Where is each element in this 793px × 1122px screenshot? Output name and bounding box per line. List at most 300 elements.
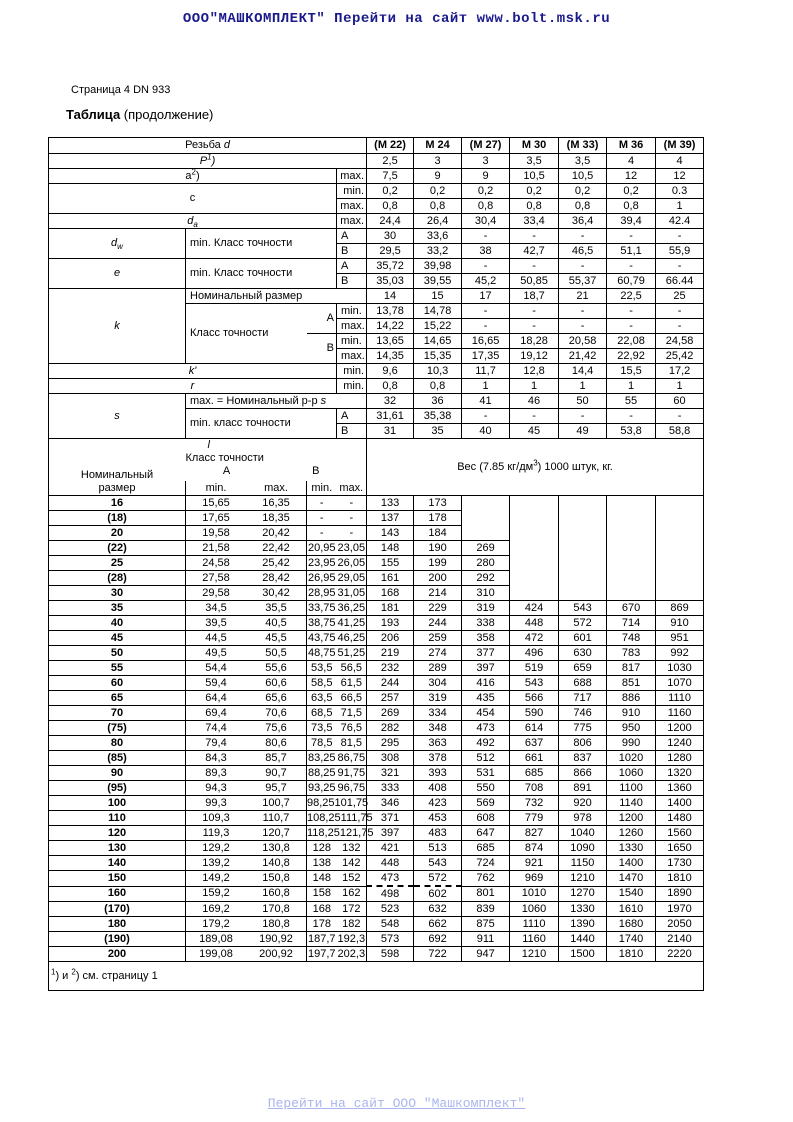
weight-cell: 496 — [510, 646, 559, 661]
length-row — [49, 766, 704, 781]
value-cell: 24,58 — [656, 334, 704, 349]
value-cell: 1 — [607, 379, 656, 394]
weight-cell — [656, 571, 704, 586]
weight-cell: 421 — [367, 841, 414, 856]
nominal-length: 80 — [49, 736, 186, 751]
param-label: c — [49, 184, 337, 214]
weight-cell: 2050 — [656, 917, 704, 932]
value-cell: 0,8 — [367, 199, 414, 214]
weight-cell: 990 — [607, 736, 656, 751]
value-cell: 40 — [462, 424, 510, 439]
length-row — [49, 571, 704, 586]
value-cell: 36 — [414, 394, 462, 409]
weight-cell: 348 — [414, 721, 462, 736]
value-cell: - — [510, 229, 559, 244]
weight-cell: 839 — [462, 902, 510, 917]
weight-cell: 416 — [462, 676, 510, 691]
value-cell: 10,3 — [414, 364, 462, 379]
min-label: min. — [337, 379, 367, 394]
length-B-cell: 53,5 56,5 — [307, 661, 367, 676]
bottom-site-link[interactable]: Перейти на сайт ООО "Машкомплект" — [267, 1096, 526, 1111]
length-B-cell: 58,5 61,5 — [307, 676, 367, 691]
value-cell: 0,8 — [607, 199, 656, 214]
value-cell: 17 — [462, 289, 510, 304]
length-B-cell: 118,25 121,75 — [307, 826, 374, 839]
weight-cell: 685 — [510, 766, 559, 781]
weight-cell: 1810 — [656, 871, 704, 887]
value-cell: 15 — [414, 289, 462, 304]
nominal-length: (28) — [49, 571, 186, 586]
nominal-length: 140 — [49, 856, 186, 871]
value-cell: 35,38 — [414, 409, 462, 424]
weight-cell: 1270 — [559, 886, 607, 902]
weight-cell: 448 — [510, 616, 559, 631]
value-cell: 24,4 — [367, 214, 414, 229]
class-label: Класс точности — [186, 304, 307, 364]
weight-cell: 1010 — [510, 886, 559, 902]
weight-cell: 178 — [414, 511, 462, 526]
size-header: M 36 — [607, 138, 656, 154]
value-cell: - — [462, 304, 510, 319]
weight-cell: 806 — [559, 736, 607, 751]
weight-cell: 837 — [559, 751, 607, 766]
nominal-length: (95) — [49, 781, 186, 796]
param-label: $d_a$ — [49, 214, 337, 229]
weight-cell — [559, 571, 607, 586]
weight-cell: 274 — [414, 646, 462, 661]
length-AB-cell: 29,58 30,42 — [186, 586, 307, 601]
weight-cell: 550 — [462, 781, 510, 796]
weight-cell — [656, 511, 704, 526]
weight-cell: 630 — [559, 646, 607, 661]
row-a — [49, 169, 704, 184]
weight-cell: 779 — [510, 811, 559, 826]
weight-cell — [656, 541, 704, 556]
weight-cell: 173 — [414, 496, 462, 511]
min-label: min. — [337, 304, 367, 319]
value-cell: 16,65 — [462, 334, 510, 349]
weight-cell: 229 — [414, 601, 462, 616]
param-label: e — [49, 259, 186, 289]
table-caption — [66, 107, 213, 122]
length-B-cell: 20,95 23,05 — [308, 541, 366, 554]
weight-cell: 232 — [367, 661, 414, 676]
value-cell: 9 — [414, 169, 462, 184]
value-cell: - — [656, 229, 704, 244]
length-AB-cell: 59,4 60,6 — [186, 676, 307, 691]
weight-cell: 573 — [367, 932, 414, 947]
nominal-length: 100 — [49, 796, 186, 811]
weight-cell: 891 — [559, 781, 607, 796]
weight-cell: 569 — [462, 796, 510, 811]
weight-cell: 338 — [462, 616, 510, 631]
weight-cell: 155 — [367, 556, 414, 571]
weight-cell: 566 — [510, 691, 559, 706]
nominal-length: (170) — [49, 902, 186, 917]
value-cell: - — [462, 259, 510, 274]
weight-cell: 448 — [367, 856, 414, 871]
weight-cell: 875 — [462, 917, 510, 932]
weight-cell: 513 — [414, 841, 462, 856]
thread-label: Резьба — [185, 139, 221, 151]
weight-cell: 1060 — [607, 766, 656, 781]
weight-cell: 295 — [367, 736, 414, 751]
value-cell: 3,5 — [559, 154, 607, 169]
weight-cell: 601 — [559, 631, 607, 646]
value-cell: - — [559, 229, 607, 244]
length-row — [49, 736, 704, 751]
weight-cell: 1740 — [607, 932, 656, 947]
weight-cell: 1500 — [559, 947, 607, 962]
weight-cell: 519 — [510, 661, 559, 676]
weight-cell — [510, 541, 559, 556]
weight-cell: 827 — [510, 826, 559, 841]
value-cell: 42.4 — [656, 214, 704, 229]
value-cell: 3 — [462, 154, 510, 169]
weight-cell: 531 — [462, 766, 510, 781]
length-B-cell: 83,25 86,75 — [308, 751, 366, 764]
weight-cell: 193 — [367, 616, 414, 631]
length-B-cell: 28,95 31,05 — [308, 586, 366, 599]
row-c-min — [49, 184, 704, 199]
weight-cell: 1810 — [607, 947, 656, 962]
length-row — [49, 601, 704, 616]
length-B-cell: 78,5 81,5 — [307, 736, 367, 751]
value-cell: - — [656, 304, 704, 319]
length-AB-cell: 79,4 80,6 — [186, 736, 307, 751]
length-B-cell: - - — [307, 511, 367, 526]
weight-cell — [510, 571, 559, 586]
length-row — [49, 511, 704, 526]
weight-cell: 947 — [462, 947, 510, 962]
nominal-length: 50 — [49, 646, 186, 661]
value-cell: 0,8 — [559, 199, 607, 214]
weight-cell: 1110 — [656, 691, 704, 706]
page-label: Страница 4 DN 933 — [71, 84, 171, 96]
value-cell: 32 — [367, 394, 414, 409]
length-B-cell: 128 132 — [307, 841, 367, 856]
value-cell: - — [510, 304, 559, 319]
weight-cell: 168 — [367, 586, 414, 601]
size-header: (M 33) — [559, 138, 607, 154]
nominal-length: 110 — [49, 811, 186, 826]
weight-cell: 181 — [367, 601, 414, 616]
length-B-cell: 148 152 — [307, 871, 367, 887]
length-B-cell: 38,75 41,25 — [308, 616, 366, 629]
row-da — [49, 214, 704, 229]
value-cell: 11,7 — [462, 364, 510, 379]
weight-cell: 244 — [367, 676, 414, 691]
class-A-label: A — [307, 304, 337, 334]
param-label: r — [49, 379, 337, 394]
weight-cell — [510, 496, 559, 511]
value-cell: - — [559, 259, 607, 274]
value-cell: 55,37 — [559, 274, 607, 289]
l-class-header: l Класс точности A B — [186, 439, 367, 482]
min-label: min. — [337, 184, 367, 199]
value-cell: 21 — [559, 289, 607, 304]
value-cell: 0,2 — [414, 184, 462, 199]
size-header: M 24 — [414, 138, 462, 154]
nominal-length: (85) — [49, 751, 186, 766]
weight-cell: 874 — [510, 841, 559, 856]
weight-cell: 190 — [414, 541, 462, 556]
value-cell: 33,6 — [414, 229, 462, 244]
length-AB-cell: 17,65 18,35 — [186, 511, 307, 526]
value-cell: 3,5 — [510, 154, 559, 169]
class-B-label: B — [337, 244, 367, 259]
weight-cell: 1330 — [607, 841, 656, 856]
length-AB-cell: 119,3 120,7 — [186, 826, 307, 841]
footnote-row — [49, 962, 704, 991]
nominal-length: 200 — [49, 947, 186, 962]
length-row — [49, 826, 704, 841]
weight-cell — [510, 586, 559, 601]
minmax-subheader: min. max. — [186, 481, 307, 496]
length-AB-cell: 109,3 110,7 — [186, 811, 307, 826]
weight-cell: 1320 — [656, 766, 704, 781]
length-B-cell: - - — [307, 526, 367, 541]
weight-cell: 472 — [510, 631, 559, 646]
weight-cell — [510, 511, 559, 526]
nominal-length: 55 — [49, 661, 186, 676]
value-cell: 39,4 — [607, 214, 656, 229]
value-cell: 26,4 — [414, 214, 462, 229]
weight-cell: 492 — [462, 736, 510, 751]
weight-cell: 321 — [367, 766, 414, 781]
weight-cell: 746 — [559, 706, 607, 721]
value-cell: 9 — [462, 169, 510, 184]
weight-cell: 783 — [607, 646, 656, 661]
value-cell: - — [510, 409, 559, 424]
length-row — [49, 526, 704, 541]
weight-cell: 661 — [510, 751, 559, 766]
weight-cell: 133 — [367, 496, 414, 511]
weight-cell — [510, 526, 559, 541]
value-cell: 0,8 — [367, 379, 414, 394]
weight-cell: 280 — [462, 556, 510, 571]
class-label: min. Класс точности — [186, 259, 337, 289]
nominal-length: 45 — [49, 631, 186, 646]
row-dw-A — [49, 229, 704, 244]
length-B-cell: 98,25 101,75 — [307, 796, 369, 809]
value-cell: - — [607, 319, 656, 334]
value-cell: 1 — [656, 379, 704, 394]
weight-cell: 214 — [414, 586, 462, 601]
weight-cell: 1150 — [559, 856, 607, 871]
weight-cell: 688 — [559, 676, 607, 691]
weight-cell: 662 — [414, 917, 462, 932]
param-label: k — [49, 289, 186, 364]
value-cell: 10,5 — [510, 169, 559, 184]
weight-cell: 1400 — [656, 796, 704, 811]
site-banner-link[interactable]: ООО"МАШКОМПЛЕКТ" Перейти на сайт www.bolt.msk.ru — [182, 11, 611, 27]
value-cell: 50,85 — [510, 274, 559, 289]
weight-cell: 911 — [462, 932, 510, 947]
weight-cell — [656, 496, 704, 511]
length-AB-cell: 24,58 25,42 — [186, 556, 307, 571]
weight-cell: 269 — [462, 541, 510, 556]
weight-cell: 590 — [510, 706, 559, 721]
length-row — [49, 751, 704, 766]
weight-cell: 614 — [510, 721, 559, 736]
weight-cell — [559, 541, 607, 556]
weight-cell — [559, 511, 607, 526]
weight-cell: 453 — [414, 811, 462, 826]
value-cell: 35 — [414, 424, 462, 439]
value-cell: - — [510, 319, 559, 334]
value-cell: 20,58 — [559, 334, 607, 349]
weight-cell: 2140 — [656, 932, 704, 947]
length-B-cell: 187,7 192,3 — [308, 932, 366, 945]
value-cell: - — [510, 259, 559, 274]
weight-cell: 851 — [607, 676, 656, 691]
s-class-label: min. класс точности — [186, 409, 337, 439]
weight-cell: 1060 — [510, 902, 559, 917]
length-row — [49, 661, 704, 676]
class-B-label: B — [337, 274, 367, 289]
weight-cell: 143 — [367, 526, 414, 541]
weight-cell: 397 — [367, 826, 414, 841]
weight-cell: 602 — [414, 886, 462, 902]
size-header: (M 27) — [462, 138, 510, 154]
weight-cell: 866 — [559, 766, 607, 781]
length-row — [49, 841, 704, 856]
value-cell: 18,7 — [510, 289, 559, 304]
value-cell: 1 — [510, 379, 559, 394]
weight-cell: 1110 — [510, 917, 559, 932]
weight-cell: 775 — [559, 721, 607, 736]
weight-cell: 269 — [367, 706, 414, 721]
value-cell: 35,03 — [367, 274, 414, 289]
length-AB-cell: 189,08 190,92 — [186, 932, 307, 947]
value-cell: 17,35 — [462, 349, 510, 364]
weight-cell — [462, 526, 510, 541]
weight-cell — [607, 511, 656, 526]
length-AB-cell: 179,2 180,8 — [186, 917, 307, 932]
length-B-cell: 73,5 76,5 — [307, 721, 367, 736]
length-AB-cell: 34,5 35,5 — [186, 601, 307, 616]
weight-cell: 572 — [414, 871, 462, 887]
weight-cell: 647 — [462, 826, 510, 841]
value-cell: - — [462, 319, 510, 334]
value-cell: 14,4 — [559, 364, 607, 379]
row-P — [49, 154, 704, 169]
value-cell: 51,1 — [607, 244, 656, 259]
weight-cell: 1200 — [656, 721, 704, 736]
value-cell: - — [559, 409, 607, 424]
length-header-row — [49, 439, 704, 482]
value-cell: 60,79 — [607, 274, 656, 289]
weight-cell: 801 — [462, 886, 510, 902]
value-cell: 25 — [656, 289, 704, 304]
weight-cell: 473 — [462, 721, 510, 736]
length-row — [49, 691, 704, 706]
weight-cell: 632 — [414, 902, 462, 917]
nominal-header: Номинальный размер — [49, 439, 186, 496]
weight-cell: 572 — [559, 616, 607, 631]
weight-cell: 1040 — [559, 826, 607, 841]
weight-cell: 670 — [607, 601, 656, 616]
value-cell: 39,98 — [414, 259, 462, 274]
nominal-length: 160 — [49, 886, 186, 902]
row-kprime — [49, 364, 704, 379]
nominal-length: 40 — [49, 616, 186, 631]
weight-cell: 1390 — [559, 917, 607, 932]
nominal-length: 90 — [49, 766, 186, 781]
weight-cell: 435 — [462, 691, 510, 706]
value-cell: 21,42 — [559, 349, 607, 364]
length-AB-cell: 69,4 70,6 — [186, 706, 307, 721]
weight-cell: 1020 — [607, 751, 656, 766]
weight-cell — [559, 586, 607, 601]
caption-bold: Таблица — [66, 107, 121, 122]
length-B-cell: 197,7 202,3 — [308, 947, 366, 960]
length-B-cell: 68,5 71,5 — [307, 706, 367, 721]
weight-cell: 393 — [414, 766, 462, 781]
min-label: min. — [337, 364, 367, 379]
weight-cell: 1730 — [656, 856, 704, 871]
header-row — [49, 138, 704, 154]
length-AB-cell: 199,08 200,92 — [186, 947, 307, 962]
nominal-length: 130 — [49, 841, 186, 856]
weight-cell: 886 — [607, 691, 656, 706]
nominal-length: 65 — [49, 691, 186, 706]
length-AB-cell: 129,2 130,8 — [186, 841, 307, 856]
row-k-nom — [49, 289, 704, 304]
s-max-label: max. = Номинальный р-р s — [186, 394, 367, 409]
nominal-length: (190) — [49, 932, 186, 947]
weight-cell: 920 — [559, 796, 607, 811]
length-row — [49, 856, 704, 871]
nominal-length: 180 — [49, 917, 186, 932]
value-cell: 29,5 — [367, 244, 414, 259]
length-row — [49, 721, 704, 736]
weight-cell: 1400 — [607, 856, 656, 871]
value-cell: 60 — [656, 394, 704, 409]
weight-cell: 1330 — [559, 902, 607, 917]
weight-cell: 1610 — [607, 902, 656, 917]
nominal-length: 60 — [49, 676, 186, 691]
weight-cell: 424 — [510, 601, 559, 616]
weight-cell: 692 — [414, 932, 462, 947]
weight-cell: 483 — [414, 826, 462, 841]
weight-cell — [607, 586, 656, 601]
value-cell: - — [607, 229, 656, 244]
weight-cell: 659 — [559, 661, 607, 676]
value-cell: 15,5 — [607, 364, 656, 379]
param-label: $a^2$) — [49, 169, 337, 184]
value-cell: 14,35 — [367, 349, 414, 364]
param-label: s — [49, 394, 186, 439]
row-e-A — [49, 259, 704, 274]
length-B-cell: 48,75 51,25 — [308, 646, 366, 659]
length-row — [49, 631, 704, 646]
value-cell: 36,4 — [559, 214, 607, 229]
weight-cell: 2220 — [656, 947, 704, 962]
weight-cell: 1360 — [656, 781, 704, 796]
value-cell: - — [656, 409, 704, 424]
weight-cell — [462, 511, 510, 526]
length-row — [49, 586, 704, 601]
length-AB-cell: 49,5 50,5 — [186, 646, 307, 661]
weight-cell: 200 — [414, 571, 462, 586]
value-cell: 1 — [462, 379, 510, 394]
weight-cell: 363 — [414, 736, 462, 751]
length-B-cell: - - — [307, 496, 367, 511]
value-cell: 31,61 — [367, 409, 414, 424]
length-row — [49, 676, 704, 691]
